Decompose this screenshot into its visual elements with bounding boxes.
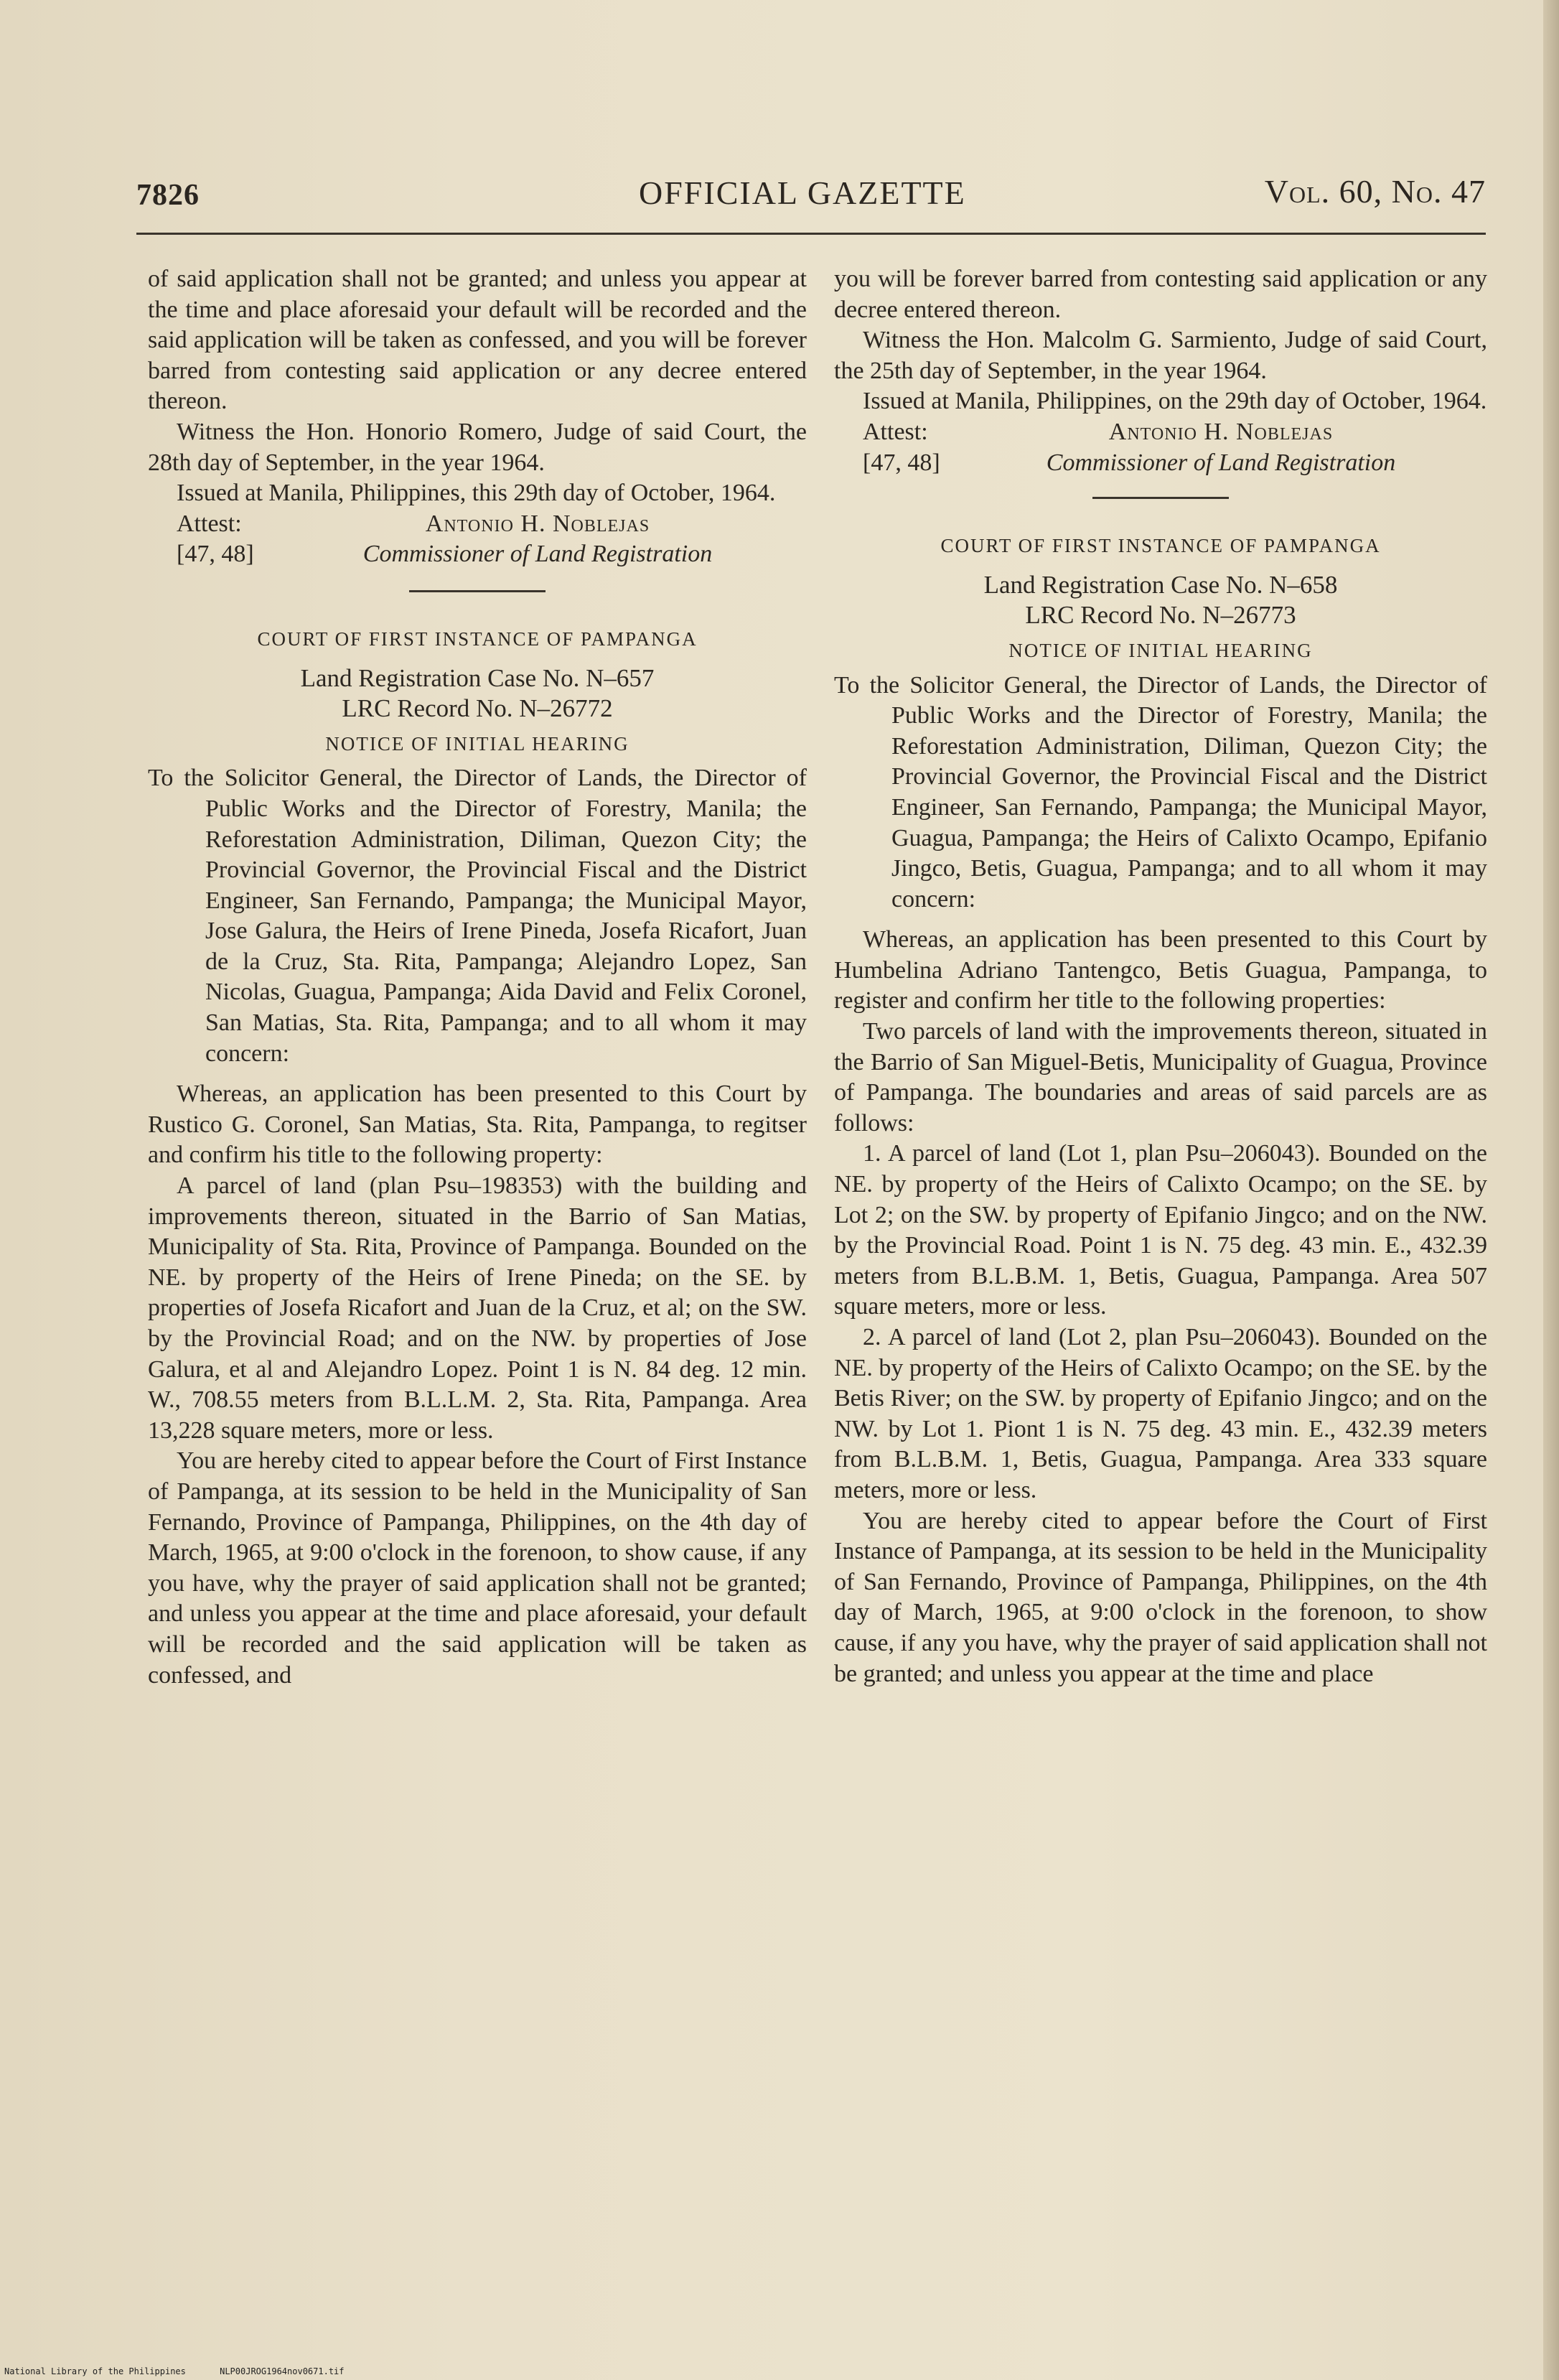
lrc-record-number: LRC Record No. N–26773 — [1025, 601, 1296, 630]
publication-title: OFFICIAL GAZETTE — [639, 174, 966, 211]
court-heading: COURT OF FIRST INSTANCE OF PAMPANGA — [257, 627, 698, 650]
lot-1-text: 1. A parcel of land (Lot 1, plan Psu–206043). Bounded on the NE. by property of the Heirs of Calixto Ocampo; on the SE. by Lot 2; on the SW. by property of Epifanio Jingco; and on the NW. by the Provincial Road. Point 1 is N. 75 deg. 43 min. E., 432.39 meters from B.L.B.M. 1, Betis, Guagua, Pampanga. Area 507 square meters, more or less. — [834, 1140, 1487, 1320]
parcels-intro: Two parcels of land with the improvements thereon, situated in the Barrio of San Miguel-Betis, Municipality of Guagua, Province of Pampanga. The boundaries and areas of said parcels are as follows: — [834, 1018, 1487, 1137]
page-header — [136, 169, 1486, 227]
court-heading: COURT OF FIRST INSTANCE OF PAMPANGA — [940, 535, 1381, 557]
issue-ref: [47, 48] — [177, 541, 254, 568]
addressees: To the Solicitor General, the Director of Lands, the Director of Public Works and the Director of Forestry, Manila; the Reforestation Administration, Diliman, Quezon City; the Provincial Governor, the Provincial Fiscal and the District Engineer, San Fernando, Pampanga; the Municipal Mayor, Jose Galura, the Heirs of Irene Pineda, Josefa Ricafort, Juan de la Cruz, Sta. Rita, Pampanga; Alejandro Lopez, San Nicolas, Guagua, Pampanga; Aida David and Felix Coronel, San Matias, Sta. Rita, Pampanga; and to all whom it may concern: — [148, 765, 807, 1067]
page-number: 7826 — [136, 179, 200, 212]
citation-text: You are hereby cited to appear before the Court of First Instance of Pampanga, at its session to be held in the Municipality of San Fernando, Province of Pampanga, Philippines, on the 4th day of March, 1965, at 9:00 o'clock in the forenoon, to show cause, if any you have, why the prayer of said application shall not be granted; and unless you appear at the time and place — [834, 1507, 1487, 1687]
commissioner-title: Commissioner of Land Registration — [1046, 449, 1396, 476]
attest-label: Attest: — [177, 510, 242, 537]
addressees: To the Solicitor General, the Director of Lands, the Director of Public Works and the Director of Forestry, Manila; the Reforestation Administration, Diliman, Quezon City; the Provincial Governor, the Provincial Fiscal and the District Engineer, San Fernando, Pampanga; the Municipal Mayor, Guagua, Pampanga; the Heirs of Calixto Ocampo, Epifanio Jingco, Betis, Guagua, Pampanga; and to all whom it may concern: — [834, 671, 1487, 913]
volume-number: Vol. 60, No. 47 — [1264, 173, 1486, 210]
attest-line — [148, 509, 807, 540]
page-edge — [1543, 0, 1559, 2380]
issued-text: Issued at Manila, Philippines, on the 29th day of October, 1964. — [863, 388, 1487, 415]
right-column — [834, 264, 1487, 1689]
parcel-text: A parcel of land (plan Psu–198353) with the building and improvements thereon, situated in the Barrio of San Matias, Municipality of Sta. Rita, Province of Pampanga. Bounded on the NE. by property of the Heirs of Irene Pineda; on the SE. by properties of Josefa Ricafort and Juan de la Cruz, et al; on the SW. by the Provincial Road; and on the NW. by properties of Jose Galura, et al and Alejandro Lopez. Point 1 is N. 84 deg. 12 min. W., 708.55 meters from B.L.L.M. 2, Sta. Rita, Pampanga. Area 13,228 square meters, more or less. — [148, 1172, 807, 1444]
attest-name: Antonio H. Noblejas — [425, 510, 650, 537]
header-rule — [136, 233, 1486, 235]
commissioner-title: Commissioner of Land Registration — [362, 541, 713, 568]
citation-text: You are hereby cited to appear before the Court of First Instance of Pampanga, at its session to be held in the Municipality of San Fernando, Province of Pampanga, Philippines, on the 4th day of March, 1965, at 9:00 o'clock in the forenoon, to show cause, if any you have, why the prayer of said application shall not be granted; and unless you appear at the time and place aforesaid, your default will be recorded and the said application will be taken as confessed, and — [148, 1447, 807, 1689]
whereas-text: Whereas, an application has been presented to this Court by Rustico G. Coronel, San Matias, Sta. Rita, Pampanga, to regitser and confirm his title to the following property: — [148, 1081, 807, 1169]
issue-ref: [47, 48] — [863, 449, 940, 476]
attest-line — [834, 417, 1487, 448]
notice-heading: NOTICE OF INITIAL HEARING — [325, 732, 629, 755]
witness-text: Witness the Hon. Malcolm G. Sarmiento, Judge of said Court, the 25th day of September, in the year 1964. — [834, 327, 1487, 384]
attest-name: Antonio H. Noblejas — [1108, 418, 1334, 445]
case-number: Land Registration Case No. N–658 — [983, 570, 1338, 599]
case-number: Land Registration Case No. N–657 — [300, 663, 655, 692]
attest-label: Attest: — [863, 418, 928, 445]
whereas-text: Whereas, an application has been presented to this Court by Humbelina Adriano Tantengco, Betis Guagua, Pampanga, to register and confirm her title to the following properties: — [834, 926, 1487, 1014]
issued-text: Issued at Manila, Philippines, this 29th day of October, 1964. — [177, 480, 776, 507]
lot-2-text: 2. A parcel of land (Lot 2, plan Psu–206043). Bounded on the NE. by property of the Heirs of Calixto Ocampo; on the SE. by the Betis River; on the SW. by property of Epifanio Jingco; and on the NW. by Lot 1. Piont 1 is N. 75 deg. 43 min. E., 432.39 meters from B.L.B.M. 1, Betis, Guagua, Pampanga. Area 333 square meters, more or less. — [834, 1324, 1487, 1503]
lrc-record-number: LRC Record No. N–26772 — [342, 694, 613, 723]
notice-heading: NOTICE OF INITIAL HEARING — [1008, 639, 1313, 661]
left-column — [148, 264, 807, 1691]
continued-text: of said application shall not be granted; and unless you appear at the time and place aforesaid your default will be recorded and the said application will be taken as confessed, and you will be forever barred from contesting said application or any decree entered thereon. — [148, 266, 807, 415]
scan-filename: NLP00JROG1964nov0671.tif — [220, 2366, 345, 2376]
commissioner-line — [148, 539, 807, 570]
witness-text: Witness the Hon. Honorio Romero, Judge of said Court, the 28th day of September, in the year 1964. — [148, 418, 807, 476]
library-credit: National Library of the Philippines — [4, 2366, 186, 2376]
commissioner-line — [834, 448, 1487, 479]
continued-text: you will be forever barred from contesting said application or any decree entered thereon. — [834, 266, 1487, 323]
scan-footer — [4, 2366, 373, 2376]
